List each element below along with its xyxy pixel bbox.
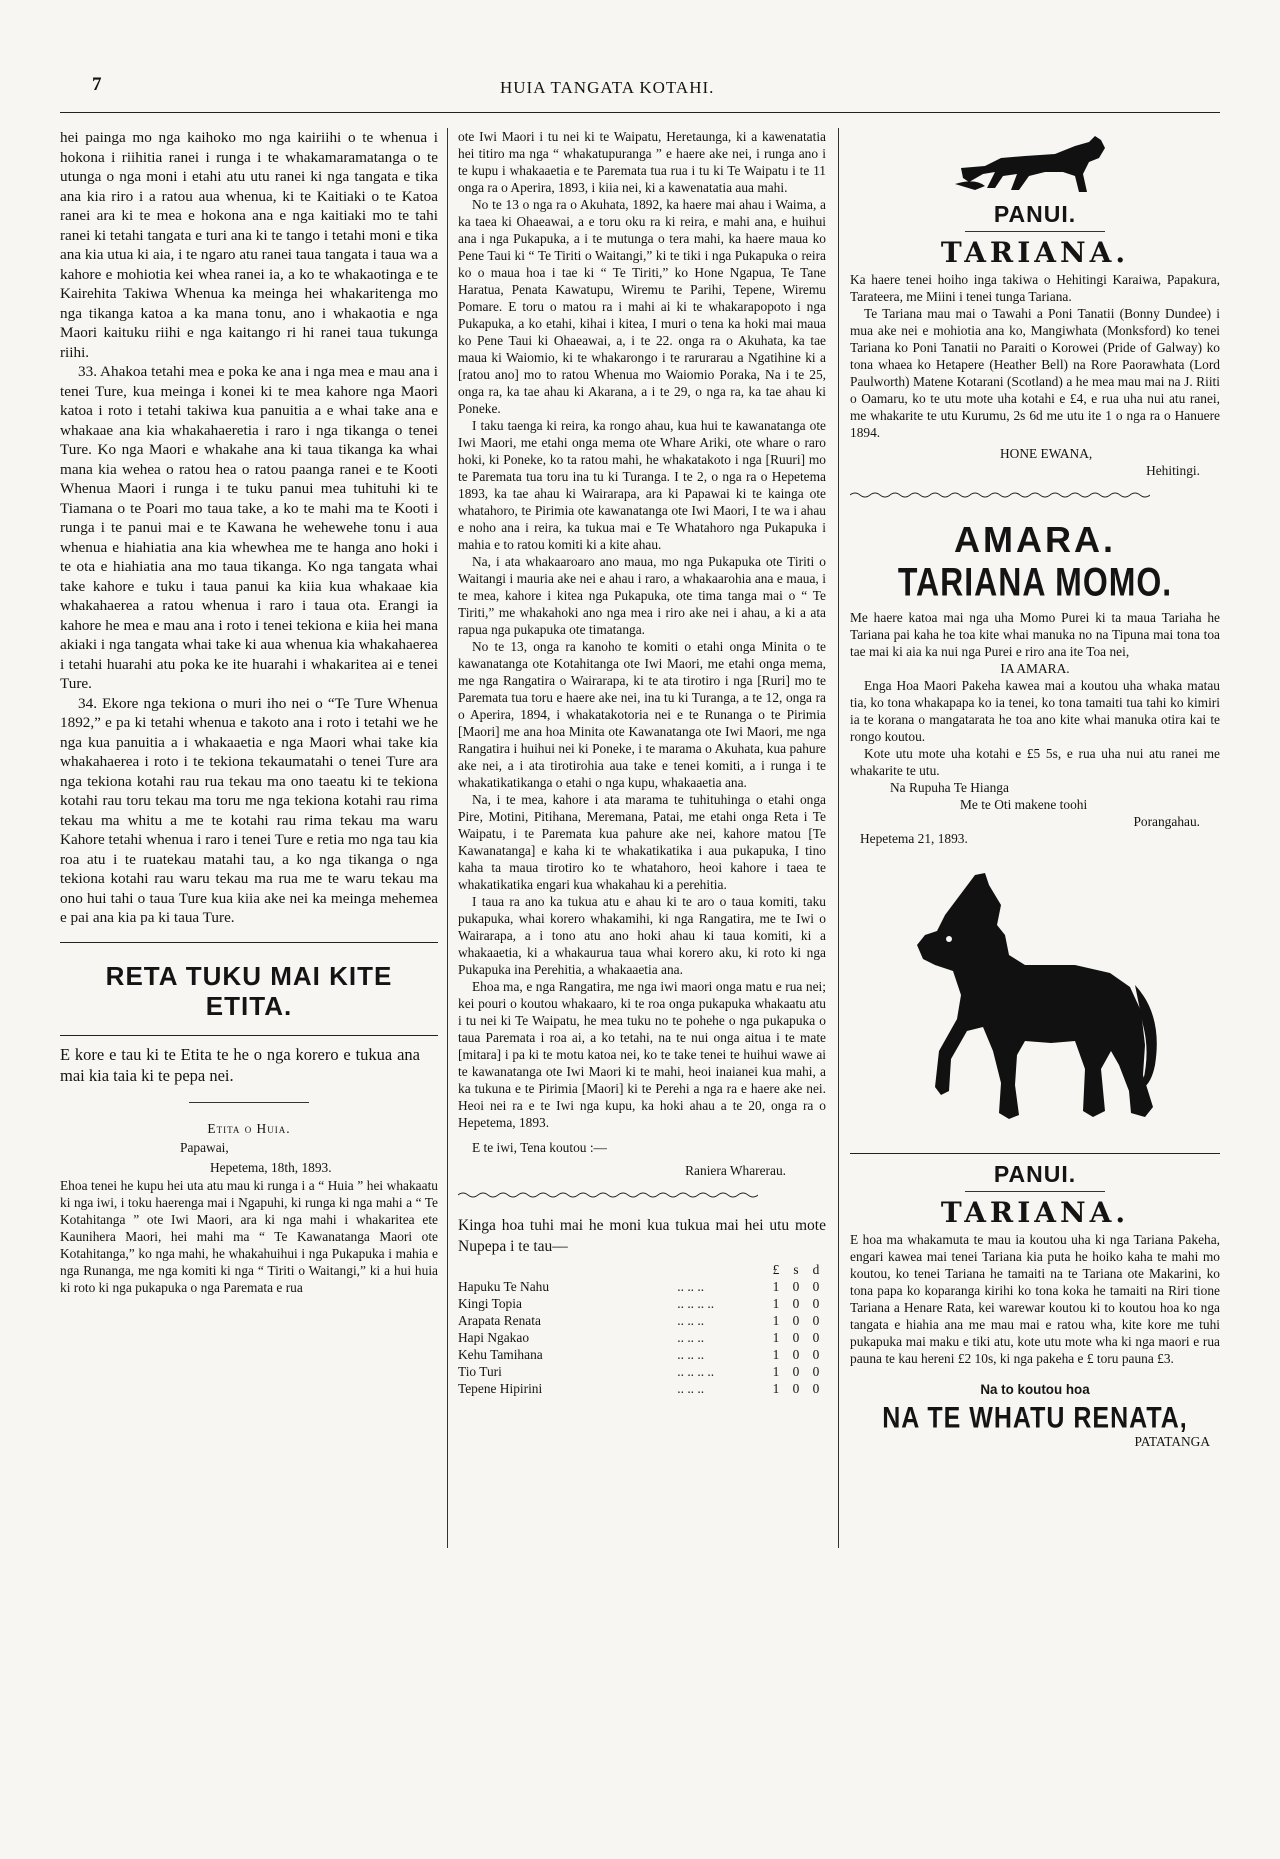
donor-shillings: 0 <box>792 1381 800 1396</box>
table-row <box>458 1363 826 1380</box>
donor-pence: 0 <box>812 1364 820 1379</box>
table-row <box>458 1312 826 1329</box>
stallion-heading-3: TARIANA. <box>940 1196 1130 1229</box>
leader-dots: .. .. .. .. <box>677 1296 715 1311</box>
donor-pounds: 1 <box>772 1279 780 1294</box>
header-rule <box>60 112 1220 113</box>
horse-icon <box>955 128 1115 200</box>
column-divider-1 <box>447 128 448 1548</box>
section-rule <box>60 942 438 943</box>
donor-intro: Kinga hoa tuhi mai he moni kua tukua mai hei utu mote Nupepa i te tau— <box>458 1217 826 1255</box>
article-paragraph: ote Iwi Maori i tu nei ki te Waipatu, Heretaunga, ki a kawenatatia hei titiro ma nga “ whakatupuranga ” e haere ake nei, i runga ano i te kupu i whakaaetia e te Paremata tua rua i tu ki Te Waipatu i te 11 onga ra o Aperira, 1893, i kiia nei, ki a kawenatatia aua mahi. <box>458 129 826 195</box>
donor-name: Arapata Renata <box>458 1313 541 1328</box>
donor-pence: 0 <box>812 1313 820 1328</box>
currency-shilling-header: s <box>793 1262 799 1277</box>
notice-signatory: NA TE WHATU RENATA, <box>882 1401 1188 1435</box>
letters-heading: RETA TUKU MAI KITE ETITA. <box>105 960 393 1021</box>
donor-shillings: 0 <box>792 1296 800 1311</box>
notice-body: Enga Hoa Maori Pakeha kawea mai a koutou uha whaka matau tia, ko tona whakapapa ko ia tenei, ko tona tamaiti tua tahi ko kimiri ia te korana o mangatarata he toa ano kite whai manuka otira kai te rongo koutou. <box>850 678 1220 744</box>
article-paragraph: Ehoa ma, e nga Rangatira, me nga iwi maori onga matu e rua nei; kei pouri o koutou whakaaro, ki te roa onga pukapuka whakaatu atu i tu nei ki Te Waipatu, he mea tuku no te pohehe o nga pukapuka o taua Paremata i roa ai, a ko tetahi, na te nui onga aitua i te mate [mitara] i pa ki te motu katoa nei, ko te take tenei te huihui wawe ai te kawanatanga ote Iwi Maori ki te mahi, heoi inaianei kua mahi, a ka tukuna e te Pirimia [Maori] ki te Perehi a nga ra e haere ake nei. Heoi nei ra e te Iwi nga kupu, ka hoki ahau a te 20, onga ra o Hepetema, 1893. <box>458 979 826 1130</box>
notice-signature-place: Porangahau. <box>1133 814 1200 829</box>
horse-illustration-icon <box>905 855 1165 1145</box>
donor-shillings: 0 <box>792 1364 800 1379</box>
donor-name: Kingi Topia <box>458 1296 522 1311</box>
short-rule <box>965 1191 1105 1192</box>
letter-body: Ehoa tenei he kupu hei uta atu mau ki runga i a “ Huia ” hei whakaatu ki nga iwi, i toku haerenga mai i Ngapuhi, ki runga ki nga mahi a “ Te Kotahitanga ” ote Iwi Maori, ara ki nga mahi i whakaritea ete Kaunihera Maori, hei mahi ma “ Te Kawanatanga Maori ote Kotahitanga,” ko nga mahi, he whakahuihui i nga Pukapuka i mahia e nga Runanga, me nga komiti ki nga “ Tiriti o Waitangi,” ki a hui huia ki roto ki nga pukapuka o nga Paremata e rua <box>60 1178 438 1295</box>
donor-pounds: 1 <box>772 1364 780 1379</box>
donor-shillings: 0 <box>792 1330 800 1345</box>
wavy-divider <box>850 491 1150 499</box>
donor-name: Kehu Tamihana <box>458 1347 543 1362</box>
letter-place: Papawai, <box>180 1140 229 1155</box>
donor-shillings: 0 <box>792 1279 800 1294</box>
notice-date: Hepetema 21, 1893. <box>860 831 968 846</box>
notice-body: Ka haere tenei hoiho inga takiwa o Hehitingi Karaiwa, Papakura, Tarateera, me Miini i tenei tunga Tariana. <box>850 272 1220 304</box>
article-paragraph: No te 13, onga ra kanoho te komiti o etahi onga Minita o te kawanatanga ote Kotahitanga ote Iwi Maori, me etahi onga mema, me nga Rangatira o Wairarapa, ki te ata tirotiro i nga [Ruri] mo te Paremata tua toru e haere ake nei, ina tu ki Turanga, a te 12, onga ra o Aperira, 1894, i whakatakotoria nei e te Runanga o te Pirimia [Maori] me ana hoa Minita ote Kawanatanga ote Iwi Maori, me nga Rangatira i huihui nei ki Poneke, i te marama o Akuhata, kua pahure ake nei, a i ata tirotirohia aua take e tenei komiti, a i runga i te whakatikatikanga o etahi o nga kupu, whakaaetia ana. <box>458 639 826 790</box>
notice-signature: Me te Oti makene toohi <box>960 797 1088 812</box>
donor-name: Hapuku Te Nahu <box>458 1279 550 1294</box>
notice-title-3: PANUI. <box>993 1161 1077 1187</box>
section-rule <box>60 1035 438 1036</box>
donor-pounds: 1 <box>772 1313 780 1328</box>
leader-dots: .. .. .. <box>677 1279 705 1294</box>
page-number: 7 <box>92 74 102 95</box>
donor-name: Tio Turi <box>458 1364 502 1379</box>
donor-table-header <box>458 1261 826 1278</box>
article-paragraph: Na, i te mea, kahore i ata marama te tuhituhinga o etahi onga Pire, Motini, Pitihana, Meremana, Patai, me etahi onga Reta i Te Waipatu, i te Paremata kua pahure ake nei, kahore matou [Te Kawanatanga] e kaha ki te whakatikatika i aua pukapuka, I tino kaha ta maua tirotiro ko te whatahoro, heoi kahore i taea te whakatikatika engari kua whakahau ki a perehitia. <box>458 792 826 892</box>
notice-signature-place: PATATANGA <box>1134 1434 1210 1449</box>
donor-shillings: 0 <box>792 1313 800 1328</box>
short-rule <box>189 1102 309 1103</box>
table-row <box>458 1380 826 1397</box>
donor-pounds: 1 <box>772 1381 780 1396</box>
running-head: HUIA TANGATA KOTAHI. <box>500 78 715 97</box>
donor-pence: 0 <box>812 1330 820 1345</box>
table-row <box>458 1346 826 1363</box>
letter-date: Hepetema, 18th, 1893. <box>210 1159 332 1175</box>
donor-pounds: 1 <box>772 1347 780 1362</box>
table-row <box>458 1329 826 1346</box>
letters-disclaimer: E kore e tau ki te Etita te he o nga korero e tukua ana mai kia taia ki te pepa nei. <box>60 1044 420 1085</box>
wavy-divider <box>458 1191 758 1199</box>
stallion-heading-1: TARIANA. <box>940 236 1130 269</box>
notice-subheading: IA AMARA. <box>1000 661 1070 676</box>
article-paragraph: I taua ra ano ka tukua atu e ahau ki te aro o taua komiti, taku pukapuka, whai korero whakamihi, ki nga Rangatira, me te Iwi o Wairarapa, a i tono atu ano hoki ahau ki taua komiti, ki a whakaaetia, ki a whakaurua taua whai korero aku, ki roto ki nga Pukapuka ina Perehitia, a whakaaetia ana. <box>458 894 826 977</box>
leader-dots: .. .. .. <box>677 1313 705 1328</box>
leader-dots: .. .. .. <box>677 1347 705 1362</box>
donor-pence: 0 <box>812 1347 820 1362</box>
short-rule <box>965 231 1105 232</box>
donor-shillings: 0 <box>792 1347 800 1362</box>
table-row <box>458 1278 826 1295</box>
donor-pence: 0 <box>812 1381 820 1396</box>
donor-name: Hapi Ngakao <box>458 1330 530 1345</box>
leader-dots: .. .. .. <box>677 1381 705 1396</box>
currency-pence-header: d <box>812 1262 820 1277</box>
donor-name: Tepene Hipirini <box>458 1381 543 1396</box>
notice-body: Kote utu mote uha kotahi e £5 5s, e rua uha nui atu ranei me whakarite te utu. <box>850 746 1220 778</box>
donor-table <box>458 1261 826 1397</box>
donor-pence: 0 <box>812 1279 820 1294</box>
notice-body: Te Tariana mau mai o Tawahi a Poni Tanatii (Bonny Dundee) i mua ake nei e mohiotia ana ko, Mangiwhata (Monksford) ko tenei Tariana ko Poni Tanatii no Paraiti o Korowei (Pride of Galway) ko tona whaea ko Hetapere (Heather Bell) na Rore Paorawhata (Lord Paulworth) Matene Kotarani (Scotland) a he mea mau mai na J. Riiti o Oamaru, ko te utu mote uha kotahi e £4, e rua uha nui atu ranei, me whakarite te utu Kurumu, 2s 6d me utu ite 1 o nga ra o Hanuere 1894. <box>850 306 1220 440</box>
leader-dots: .. .. .. <box>677 1330 705 1345</box>
notice-signature-name: HONE EWANA, <box>1000 446 1093 461</box>
column-2 <box>458 128 826 1397</box>
notice-closing: Na to koutou hoa <box>980 1382 1090 1397</box>
notice-title-1: PANUI. <box>993 201 1077 227</box>
donor-pence: 0 <box>812 1296 820 1311</box>
section-rule <box>850 1153 1220 1154</box>
donor-pounds: 1 <box>772 1296 780 1311</box>
article-paragraph: No te 13 o nga ra o Akuhata, 1892, ka haere mai ahau i Waima, a ka taea ki Ohaeawai, a e toru oku ra ki reira, e mahi ana, e huihui ana i nga Pukapuka, a i te mutunga o tera mahi, ka haere maua ko Pene Taui ki “ Te Tiriti o Waitangi,” ki te tiki i nga Pukapuka o reira ko o maua hoa i tae ki “ Te Tiriti,” ko Hone Ngapua, Te Tane Haratua, Penata Kawatupu, Wiremu te Parihi, Tepene, Wiremu Pomare. E toru o matou ra i mahi ai ki te whakarapopoto i nga Pukapuka, a ko etahi, kihai i kitea, I muri o tena ka hoki mai maua ko Pene Taui ki Ohaeawai, a, i te 22. onga ra o Akuhata, ka tae maua ki Waiomio, ki te whakarongo i te rarurarau a Ngatihine ki a [ratou ano] mo to ratou Whenua mo Waiomio Poraka, Na i te 25, onga ra, ka tae ahau ki Akarana, a i te 29, o nga ra, ka tae ahau ki Poneke. <box>458 197 826 416</box>
notice-signature-place: Hehitingi. <box>1146 463 1200 478</box>
notice-signature: Na Rupuha Te Hianga <box>890 780 1009 795</box>
column-divider-2 <box>838 128 839 1548</box>
notice-title-2: AMARA. <box>954 519 1116 560</box>
column-1 <box>60 128 438 1296</box>
article-paragraph: Na, i ata whakaaroaro ano maua, mo nga Pukapuka ote Tiriti o Waitangi i mauria ake nei e ahau i raro, a whakaarohia ana e maua, i te mea, kahore i kitea nga Pukapuka, ote tima tanga mai o “ Te Tiriti,” me whakahoki ano nga mea i riro ake nei i ahau, a ki a ata rapua nga pukapuka ote timatanga. <box>458 554 826 637</box>
article-paragraph: hei painga mo nga kaihoko mo nga kairiihi o te whenua i hokona i riihitia ranei i runga i te whakamaramatanga o te utunga o nga moni i etahi atu utu ranei ki nga tangata e tika ana kia riro i a ratou aua whenua, ki te Kaitiaki o te Katoa ranei ara ki te mea e hokona ana e nga kaitiaki mo te tahi ranei ki tetahi tangata e turi ana ki te tango i tetahi moni e tika ana kia utua ki aia, i te ngaro atu ranei taua tangata i taua wa a kahore e mohiotia kei whea ranei ia, a ko te whakaotinga e te Kairehita Takiwa Whenua ka meinga hei whakaritenga mo nga tikanga katoa a ka mana tonu, ano i whakaotia e nga Maori kaituku riihi e nga kaitango ri hi ranei taua tukunga riihi. <box>60 129 438 361</box>
article-paragraph: 34. Ekore nga tekiona o muri iho nei o “Te Ture Whenua 1892,” e pa ki tetahi whenua e takoto ana i roto i tetahi we he nga kua panuitia a i whakaaetia e nga Maori whai take kia whakahaerea i roto i te tekiona tekaumatahi o tenei Ture ara nga tekiona kotahi rau rua tekau ma ono taeatu ki te tekiona kotahi rau toru tekau ma toru me nga tekiona kotahi rau rima tekau ma whitu a me te kotahi rau rima tekau ma waru Kahore tetahi whenua i raro i tenei Ture e retia mo nga tau kia roa atu i te ruatekau matahi tau, a ko nga tikanga o nga tekiona kotahi rau waru tekau ma rua me te waru tekau ma ono hui tahi o taua Ture kua kiia ake nei ka meinga mehemea e pai ana kia pa ki taua Ture. <box>60 694 438 926</box>
letter-salutation: Etita o Huia. <box>207 1120 291 1136</box>
table-row <box>458 1295 826 1312</box>
currency-pound-header: £ <box>772 1262 780 1277</box>
donor-pounds: 1 <box>772 1330 780 1345</box>
page-header <box>60 74 1220 102</box>
notice-body: E hoa ma whakamuta te mau ia koutou uha ki nga Tariana Pakeha, engari kawea mai tenei Tariana kia puta he hoiko kaha te mahi mo koutou, ko tenei Tariana he tamaiti na te Tariana ote Makarini, ko tona papa ko koparanga kirihi ko tona koka he tamaiti na Riri tione Tariana a Henare Rata, kei warewar koutou ki to koutou hoa ko nga tangata e hiahia ana me mau mai e ratou wha, kite kore me tuhi pukapuka mai maku e tiki atu, kote utu mote wha ki nga maori e rua pauna te kau hereni £2 10s, ki nga pakeha e £ toru pauna £3. <box>850 1232 1220 1366</box>
article-paragraph: I taku taenga ki reira, ka rongo ahau, kua hui te kawanatanga ote Iwi Maori, me etahi onga mema ote Whare Ariki, ote whare o raro hoki, ki Poneke, ko ta ratou mahi, he whakatakoto i nga [Ruuri] mo te Paremata tua toru ina tu ki Turanga. I te 2, o nga ra o Hepetema 1893, ka tae ahau ki Wairarapa, ara ki Papawai ki te kainga ote whatahoro, te Pirimia ote kawanatanga ote Iwi Maori, I te wa i ahau e noho ana i reira, ka tukua mai e Te Whatahoro nga Pukapuka i mahia e to ratou komiti ki a kite ahau. <box>458 418 826 552</box>
article-paragraph: 33. Ahakoa tetahi mea e poka ke ana i nga mea e mau ana i tenei Ture, kua meinga i konei ki te mea kahore nga Maori katoa i roto i tetahi takiwa kua panuitia a e whai take ana e whakaae ana kia whakahaeretia i raro i nga tikanga o tenei Ture. Ko nga Maori e whakahe ana ki taua tikanga ka whai mana kia wehea o ratou hea o ratou paanga ranei e te Kooti Whenua Maori i runga i te tuku panui mea tuhituhi ki te Tiamana o te Poari mo taua take, a ko te mahi ma te Kooti i runga i te panui mai e te Kawana he wehewehe tonu i aua whenua e hiahiatia ana kia whewhea me te hanga ano hoki i te ota e hiahiatia ana mo taua tikanga. Ko nga tangata whai take kahore e tuku i taua panui ka kiia kua whakaae kia whakahaerea a ratou whenua i raro i taua ota. Erangi ia kahore he mea e mau ana i roto i tenei tekiona e kiia hei mana akiaki i nga tangata whai take ki aua whenua kia whakahaerea i tetahi huarahi atu poka ke ite huarahi i whakaritea ai e tenei Ture. <box>60 363 438 692</box>
column-3 <box>850 128 1220 1450</box>
leader-dots: .. .. .. .. <box>677 1364 715 1379</box>
stallion-heading-2: TARIANA MOMO. <box>897 559 1173 605</box>
notice-body: Me haere katoa mai nga uha Momo Purei ki ta maua Tariaha he Tariana pai kaha he toa kite whai manuka no na Tipuna mai tona toa tae mai ki aia ka nui nga Purei e riro ana ite Toa nei, <box>850 610 1220 659</box>
letter-greeting: E te iwi, Tena koutou :— <box>472 1140 607 1155</box>
letter-signature: Raniera Wharerau. <box>685 1163 786 1178</box>
